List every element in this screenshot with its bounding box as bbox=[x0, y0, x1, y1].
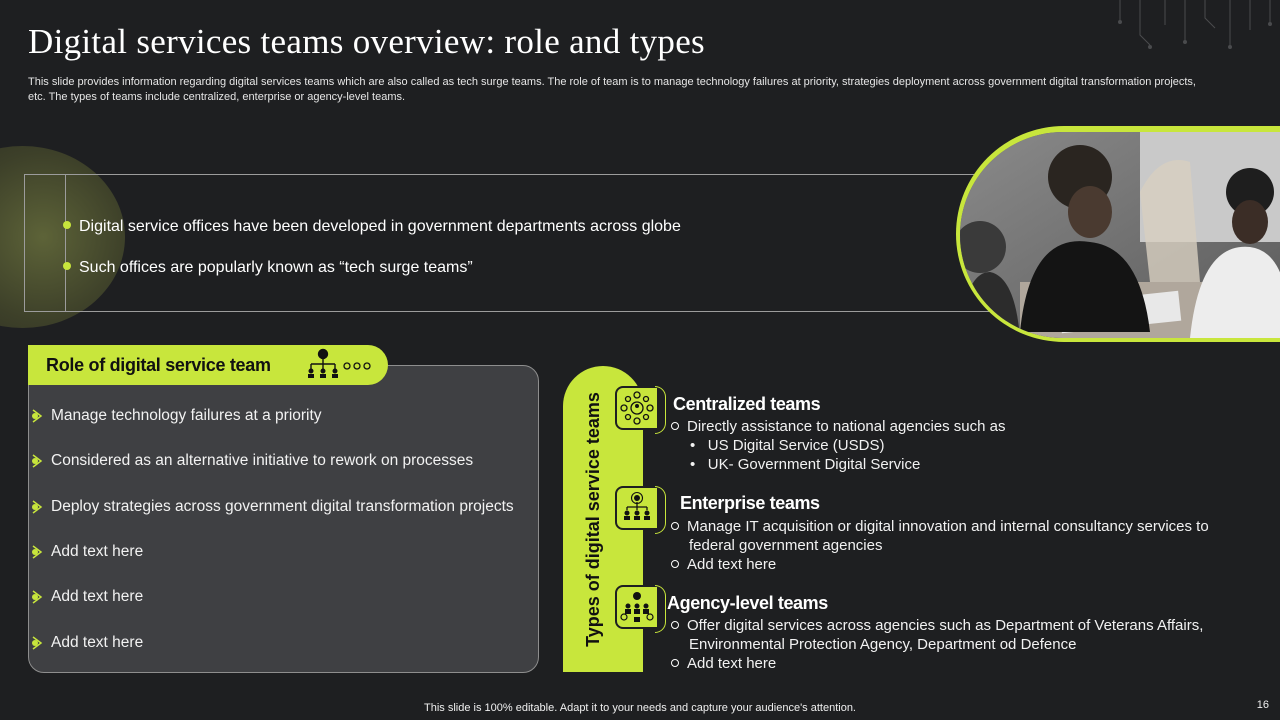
intro-item bbox=[63, 218, 681, 236]
team-line bbox=[671, 617, 1203, 634]
team-line-text: US Digital Service (USDS) bbox=[707, 437, 885, 454]
role-item bbox=[51, 543, 143, 561]
intro-box bbox=[24, 174, 1004, 312]
hierarchy-icon bbox=[306, 348, 342, 380]
tab-dots-decoration-icon bbox=[343, 361, 373, 371]
bullet-icon: • bbox=[690, 456, 708, 473]
page-number: 16 bbox=[1256, 699, 1269, 711]
team-line bbox=[671, 518, 1209, 535]
arrow-bullet-icon bbox=[31, 454, 43, 468]
role-item bbox=[51, 634, 143, 652]
intro-divider-line bbox=[65, 175, 66, 311]
team-line bbox=[690, 456, 920, 473]
team-line bbox=[671, 556, 776, 573]
bullet-dot-icon bbox=[63, 262, 71, 270]
team-line bbox=[690, 437, 884, 454]
agency-people-icon bbox=[615, 585, 659, 629]
team-line-text: Directly assistance to national agencies such as bbox=[687, 418, 1006, 435]
team-line-text: Offer digital services across agencies such as Department of Veterans Affairs, bbox=[687, 617, 1204, 634]
team-line bbox=[689, 537, 882, 554]
role-item-text: Add text here bbox=[51, 588, 144, 605]
team-line-text: Add text here bbox=[687, 655, 777, 672]
role-item bbox=[51, 588, 143, 606]
role-title: Role of digital service team bbox=[46, 355, 271, 375]
team-title: Agency-level teams bbox=[667, 593, 828, 613]
team-title: Centralized teams bbox=[673, 394, 821, 414]
arrow-bullet-icon bbox=[31, 636, 43, 650]
team-line-text: Environmental Protection Agency, Department od Defence bbox=[689, 636, 1077, 653]
arrow-bullet-icon bbox=[31, 500, 43, 514]
role-item-text: Manage technology failures at a priority bbox=[51, 407, 322, 424]
icon-connector bbox=[655, 486, 666, 534]
role-item-text: Deploy strategies across government digital transformation projects bbox=[51, 498, 514, 515]
team-line-text: Manage IT acquisition or digital innovation and internal consultancy services to bbox=[687, 518, 1209, 535]
team-meeting-photo bbox=[960, 132, 1280, 338]
team-hierarchy-icon bbox=[615, 486, 659, 530]
arrow-bullet-icon bbox=[31, 545, 43, 559]
role-panel bbox=[28, 365, 539, 673]
bullet-dot-icon bbox=[63, 221, 71, 229]
team-line bbox=[671, 418, 1006, 435]
icon-connector bbox=[655, 386, 666, 434]
team-line-text: federal government agencies bbox=[689, 537, 883, 554]
types-label-text: Types of digital service teams bbox=[582, 391, 603, 647]
circle-bullet-icon bbox=[671, 621, 679, 629]
circle-bullet-icon bbox=[671, 422, 679, 430]
role-item bbox=[51, 407, 322, 425]
team-title: Enterprise teams bbox=[680, 493, 820, 513]
role-item-text: Considered as an alternative initiative to rework on processes bbox=[51, 452, 474, 469]
types-label bbox=[563, 366, 623, 672]
circuit-decoration-icon bbox=[1110, 0, 1280, 60]
role-item-text: Add text here bbox=[51, 543, 144, 560]
network-people-icon bbox=[615, 386, 659, 430]
intro-item-text: Digital service offices have been developed in government departments across globe bbox=[79, 218, 681, 235]
team-line-text: Add text here bbox=[687, 556, 777, 573]
bullet-icon: • bbox=[690, 437, 708, 454]
circle-bullet-icon bbox=[671, 522, 679, 530]
role-item bbox=[51, 452, 473, 470]
circle-bullet-icon bbox=[671, 560, 679, 568]
footer-note: This slide is 100% editable. Adapt it to your needs and capture your audience's attention. bbox=[424, 702, 856, 714]
arrow-bullet-icon bbox=[31, 409, 43, 423]
intro-item-text: Such offices are popularly known as “tech surge teams” bbox=[79, 259, 473, 276]
arrow-bullet-icon bbox=[31, 590, 43, 604]
slide-title: Digital services teams overview: role and types bbox=[28, 22, 705, 61]
team-line-text: UK- Government Digital Service bbox=[707, 456, 921, 473]
role-item-text: Add text here bbox=[51, 634, 144, 651]
intro-item bbox=[63, 259, 473, 277]
team-line bbox=[689, 636, 1076, 653]
slide-subtitle: This slide provides information regarding digital services teams which are also called as tech surge teams. The role of team is to manage technology failures at priority, strategies deployment across government digital transformation projects, etc. The types of teams include centralized, enterprise or agency-level teams. bbox=[28, 76, 1196, 103]
team-line bbox=[671, 655, 776, 672]
circle-bullet-icon bbox=[671, 659, 679, 667]
role-item bbox=[51, 498, 514, 516]
icon-connector bbox=[655, 585, 666, 633]
